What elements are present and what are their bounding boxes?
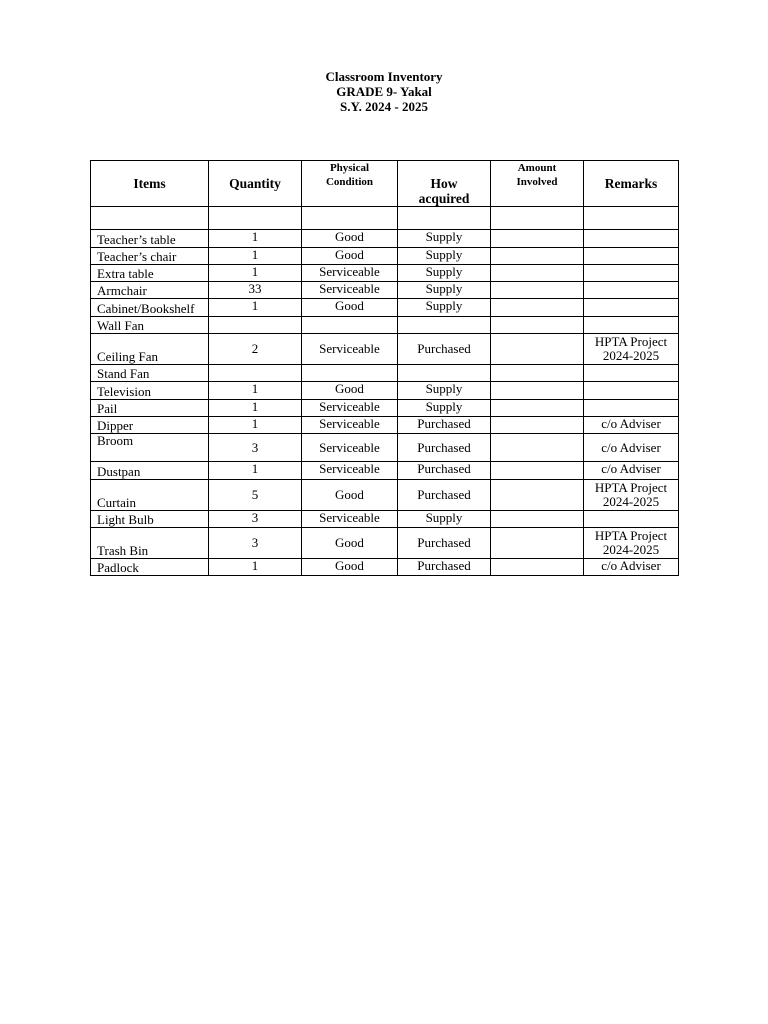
- condition-cell: Serviceable: [302, 462, 398, 480]
- remarks-cell: [584, 282, 679, 299]
- how-acquired-cell: Supply: [398, 299, 491, 317]
- remarks-cell: c/o Adviser: [584, 462, 679, 480]
- amount-cell: [491, 282, 584, 299]
- header-quantity: Quantity: [209, 161, 302, 207]
- quantity-cell: 1: [209, 400, 302, 417]
- header-amount-involved: Amount Involved: [491, 161, 584, 207]
- amount-cell: [491, 334, 584, 365]
- remarks-cell: HPTA Project 2024-2025: [584, 528, 679, 559]
- quantity-cell: 3: [209, 528, 302, 559]
- item-cell: Armchair: [91, 282, 209, 299]
- table-row: [91, 282, 679, 299]
- condition-cell: Good: [302, 480, 398, 511]
- item-cell: Dustpan: [91, 462, 209, 480]
- remarks-cell: [584, 400, 679, 417]
- table-row: [91, 265, 679, 282]
- table-row: [91, 480, 679, 511]
- header-remarks: Remarks: [584, 161, 679, 207]
- how-acquired-cell: Supply: [398, 230, 491, 248]
- condition-cell: Serviceable: [302, 282, 398, 299]
- remarks-cell: [584, 248, 679, 265]
- amount-cell: [491, 559, 584, 576]
- table-header-row: [91, 161, 679, 207]
- quantity-cell: 33: [209, 282, 302, 299]
- header-items: Items: [91, 161, 209, 207]
- quantity-cell: 1: [209, 299, 302, 317]
- quantity-cell: 5: [209, 480, 302, 511]
- item-cell: Ceiling Fan: [91, 334, 209, 365]
- item-cell: Cabinet/Bookshelf: [91, 299, 209, 317]
- quantity-cell: [209, 317, 302, 334]
- table-row: [91, 400, 679, 417]
- condition-cell: Serviceable: [302, 417, 398, 434]
- how-acquired-cell: Supply: [398, 265, 491, 282]
- header-how-acquired: How acquired: [398, 161, 491, 207]
- how-acquired-cell: Purchased: [398, 417, 491, 434]
- table-row: [91, 365, 679, 382]
- table-row: [91, 462, 679, 480]
- condition-cell: [302, 365, 398, 382]
- item-cell: Padlock: [91, 559, 209, 576]
- condition-cell: Good: [302, 248, 398, 265]
- amount-cell: [491, 248, 584, 265]
- condition-cell: Serviceable: [302, 434, 398, 462]
- condition-cell: [302, 207, 398, 230]
- remarks-cell: [584, 207, 679, 230]
- how-acquired-cell: Supply: [398, 248, 491, 265]
- table-row: [91, 248, 679, 265]
- item-cell: Extra table: [91, 265, 209, 282]
- condition-cell: Serviceable: [302, 511, 398, 528]
- quantity-cell: 1: [209, 559, 302, 576]
- amount-cell: [491, 230, 584, 248]
- amount-cell: [491, 400, 584, 417]
- amount-cell: [491, 299, 584, 317]
- how-acquired-cell: [398, 207, 491, 230]
- quantity-cell: 2: [209, 334, 302, 365]
- header-physical-condition: Physical Condition: [302, 161, 398, 207]
- table-row: [91, 434, 679, 462]
- table-row: [91, 317, 679, 334]
- document-header: [0, 69, 768, 114]
- table-row: [91, 207, 679, 230]
- remarks-cell: [584, 265, 679, 282]
- amount-cell: [491, 365, 584, 382]
- condition-cell: Good: [302, 528, 398, 559]
- table-row: [91, 299, 679, 317]
- inventory-table: [90, 160, 679, 576]
- quantity-cell: 1: [209, 417, 302, 434]
- item-cell: Trash Bin: [91, 528, 209, 559]
- how-acquired-cell: Purchased: [398, 334, 491, 365]
- item-cell: Television: [91, 382, 209, 400]
- amount-cell: [491, 480, 584, 511]
- document-title: Classroom Inventory: [325, 69, 443, 84]
- item-cell: Teacher’s chair: [91, 248, 209, 265]
- quantity-cell: 1: [209, 382, 302, 400]
- how-acquired-cell: Supply: [398, 400, 491, 417]
- remarks-cell: [584, 230, 679, 248]
- quantity-cell: 1: [209, 248, 302, 265]
- table-row: [91, 230, 679, 248]
- amount-cell: [491, 511, 584, 528]
- table-row: [91, 559, 679, 576]
- amount-cell: [491, 417, 584, 434]
- item-cell: [91, 207, 209, 230]
- table-row: [91, 334, 679, 365]
- how-acquired-cell: Supply: [398, 282, 491, 299]
- remarks-cell: HPTA Project 2024-2025: [584, 334, 679, 365]
- quantity-cell: [209, 365, 302, 382]
- how-acquired-cell: Supply: [398, 511, 491, 528]
- amount-cell: [491, 382, 584, 400]
- remarks-cell: c/o Adviser: [584, 559, 679, 576]
- remarks-cell: [584, 382, 679, 400]
- grade-section: GRADE 9- Yakal: [336, 84, 432, 99]
- amount-cell: [491, 434, 584, 462]
- condition-cell: [302, 317, 398, 334]
- how-acquired-cell: Purchased: [398, 462, 491, 480]
- condition-cell: Serviceable: [302, 334, 398, 365]
- item-cell: Broom: [91, 434, 209, 462]
- condition-cell: Good: [302, 559, 398, 576]
- amount-cell: [491, 207, 584, 230]
- how-acquired-cell: [398, 317, 491, 334]
- how-acquired-cell: Purchased: [398, 480, 491, 511]
- table-row: [91, 417, 679, 434]
- remarks-cell: c/o Adviser: [584, 417, 679, 434]
- condition-cell: Good: [302, 382, 398, 400]
- condition-cell: Serviceable: [302, 400, 398, 417]
- remarks-cell: [584, 511, 679, 528]
- item-cell: Wall Fan: [91, 317, 209, 334]
- item-cell: Stand Fan: [91, 365, 209, 382]
- condition-cell: Good: [302, 230, 398, 248]
- quantity-cell: 1: [209, 230, 302, 248]
- quantity-cell: [209, 207, 302, 230]
- amount-cell: [491, 317, 584, 334]
- remarks-cell: c/o Adviser: [584, 434, 679, 462]
- how-acquired-cell: Purchased: [398, 559, 491, 576]
- remarks-cell: HPTA Project 2024-2025: [584, 480, 679, 511]
- how-acquired-cell: [398, 365, 491, 382]
- condition-cell: Serviceable: [302, 265, 398, 282]
- quantity-cell: 3: [209, 511, 302, 528]
- item-cell: Dipper: [91, 417, 209, 434]
- how-acquired-cell: Purchased: [398, 434, 491, 462]
- quantity-cell: 1: [209, 462, 302, 480]
- quantity-cell: 3: [209, 434, 302, 462]
- item-cell: Light Bulb: [91, 511, 209, 528]
- item-cell: Pail: [91, 400, 209, 417]
- table-row: [91, 511, 679, 528]
- school-year: S.Y. 2024 - 2025: [339, 99, 428, 114]
- item-cell: Teacher’s table: [91, 230, 209, 248]
- item-cell: Curtain: [91, 480, 209, 511]
- table-row: [91, 528, 679, 559]
- condition-cell: Good: [302, 299, 398, 317]
- amount-cell: [491, 462, 584, 480]
- amount-cell: [491, 528, 584, 559]
- quantity-cell: 1: [209, 265, 302, 282]
- amount-cell: [491, 265, 584, 282]
- remarks-cell: [584, 317, 679, 334]
- remarks-cell: [584, 299, 679, 317]
- remarks-cell: [584, 365, 679, 382]
- how-acquired-cell: Supply: [398, 382, 491, 400]
- how-acquired-cell: Purchased: [398, 528, 491, 559]
- table-row: [91, 382, 679, 400]
